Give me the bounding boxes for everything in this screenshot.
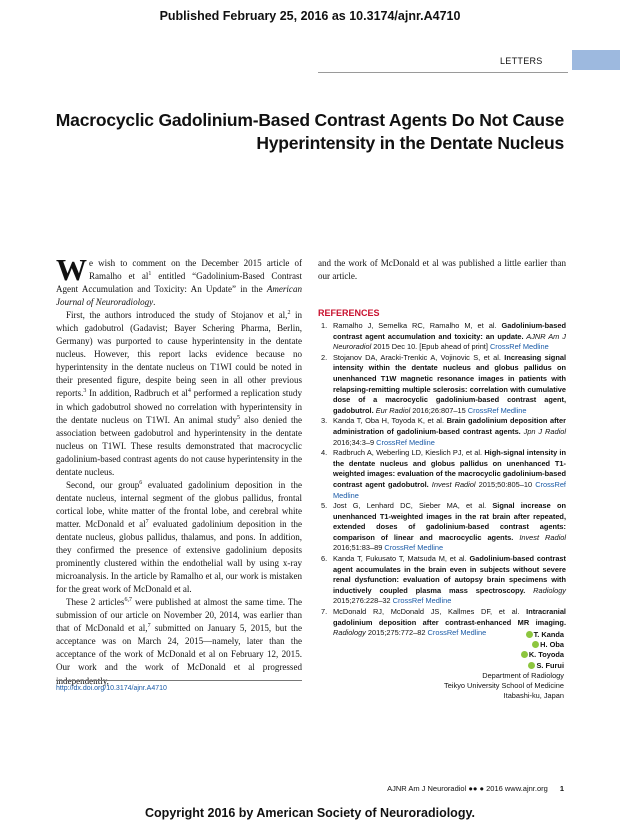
reference-title: Brain gadolinium deposition after administration of gadolinium-based contrast agents. — [333, 416, 566, 436]
reference-journal: AJNR Am J Neuroradiol — [333, 331, 566, 352]
paragraph-5: and the work of McDonald et al was published a little earlier than our article. — [318, 258, 566, 282]
author-block — [418, 630, 564, 701]
reference-item — [318, 448, 566, 501]
reference-item — [318, 501, 566, 554]
reference-item — [318, 416, 566, 448]
author-department: Department of Radiology — [482, 670, 564, 680]
title-line-1: Macrocyclic Gadolinium-Based Contrast Agents Do Not Cause — [55, 110, 564, 130]
orcid-icon[interactable] — [532, 641, 539, 648]
reference-links[interactable]: CrossRef Medline — [333, 479, 566, 500]
reference-number: 1. — [321, 321, 328, 330]
author-name: K. Toyoda — [418, 650, 564, 660]
reference-details: 2015;50:805–10 — [475, 479, 536, 489]
footer-journal: AJNR Am J Neuroradiol ●● ● 2016 www.ajnr.org — [387, 784, 548, 793]
reference-journal: Invest Radiol — [428, 479, 476, 489]
drop-cap: W — [56, 252, 87, 287]
reference-links[interactable]: CrossRef Medline — [376, 437, 435, 447]
reference-title: High-signal intensity in the dentate nucleus and globus pallidus on unenhanced T1-weighted images: evaluation of the macrocyclic gadolinium-based contrast agent gadobutrol. — [333, 448, 566, 489]
orcid-icon[interactable] — [528, 662, 535, 669]
reference-links[interactable]: CrossRef Medline — [384, 543, 444, 553]
reference-number: 6. — [321, 554, 328, 564]
orcid-icon[interactable] — [521, 651, 528, 658]
page-number: 1 — [559, 784, 564, 793]
section-color-bar — [572, 50, 620, 70]
reference-journal: Radiology — [333, 628, 366, 638]
reference-title: Intracranial gadolinium deposition after contrast-enhanced MR imaging. — [333, 607, 566, 627]
left-column — [56, 252, 302, 688]
reference-item — [318, 321, 566, 353]
author-name: S. Furui — [418, 661, 564, 671]
reference-authors: McDonald RJ, McDonald JS, Kallmes DF, et al. — [333, 607, 527, 617]
paragraph-3: Second, our group$^6$ evaluated gadolinium deposition in the dentate nucleus, internal segment of the globus pallidus, frontal cortical lobe, white matter of the frontal lobe, and cerebral white matter. McDonald et $al^7$ evaluated gadolinium deposition in the dentate nucleus, globus pallidus, thalamus, and pons. In addition, they confirmed the presence of extensive gadolinium deposits prominently clustered within the endothelial wall by using x-ray microanalysis. In the article by Ramalho et al, our work is mistaken for the great work of McDonald et al. — [56, 479, 302, 595]
reference-authors: Stojanov DA, Aracki-Trenkic A, Vojinovic S, et al. — [333, 352, 505, 362]
doi-link[interactable]: http://dx.doi.org/10.3174/ajnr.A4710 — [56, 685, 167, 692]
reference-authors: Jost G, Lenhard DC, Sieber MA, et al. — [333, 501, 493, 511]
reference-authors: Kanda T, Oba H, Toyoda K, et al. — [333, 416, 447, 426]
section-tag: LETTERS — [500, 56, 543, 66]
paragraph-2: First, the authors introduced the study of Stojanov et al,$^2$ in which gadobutrol (Gadavist; Bayer Schering Pharma, Berlin, Germany) was purported to cause hyperintensity in the dentate nucleus. However, this report lacks evidence because no hyperintensity in the dentate nucleus on T1WI could be noted in their presented figure, despite being seen in all other previous reports.$^3$ In addition, Radbruch et $al^4$ performed a replication study in which gadobutrol showed no correlation with hyperintensity in the dentate nucleus on T1WI. An animal study$^5$ also denied the association between gadobutrol and hyperintensity in the dentate nucleus on T1WI. These results demonstrated that macrocyclic gadolinium-based contrast agents do not cause hyperintensity in the dentate nucleus. — [56, 310, 302, 477]
reference-number: 2. — [321, 352, 328, 362]
paragraph-1: We wish to comment on the December 2015 article of Ramalho et $al^1$ entitled “Gadolinium-Based Contrast Agent Accumulation and Toxicity: An Update” in the American Journal of Neuroradiology. — [56, 252, 302, 308]
references-heading: REFERENCES — [318, 308, 380, 318]
reference-title: Gadolinium-based contrast agent accumulation and toxicity: an update. — [333, 321, 566, 341]
reference-links[interactable]: CrossRef Medline — [392, 596, 452, 606]
reference-journal: Jpn J Radiol — [520, 426, 566, 436]
right-column — [318, 257, 566, 283]
orcid-icon[interactable] — [526, 631, 533, 638]
author-location: Itabashi-ku, Japan — [503, 691, 564, 701]
paragraph-4: These 2 articles$^{6,7}$ were published at almost the same time. The submission of our article on November 20, 2014, was earlier than that of McDonald et al,$^7$ submitted on January 5, 2015, but the acceptance was on March 24, 2015—namely, later than the acceptance of the work of McDonald et al on February 12, 2015. Our work and the work of McDonald et al progressed — [56, 597, 302, 673]
reference-number: 4. — [321, 448, 328, 458]
article-title — [44, 109, 564, 155]
reference-list — [318, 321, 566, 639]
reference-details: 2016;34:3–9 — [333, 437, 377, 447]
footnote-rule — [56, 680, 302, 681]
reference-number: 7. — [321, 607, 328, 617]
author-name: T. Kanda — [418, 630, 564, 640]
reference-details: 2015;276:228–32 — [333, 596, 393, 606]
publication-banner: Published February 25, 2016 as 10.3174/ajnr.A4710 — [159, 9, 461, 23]
page-footer — [352, 784, 564, 793]
reference-journal: Invest Radiol — [513, 532, 566, 542]
reference-item — [318, 554, 566, 607]
reference-details: 2016;51:83–89 — [333, 543, 385, 553]
reference-title: Increasing signal intensity within the dentate nucleus and globus pallidus on unenhanced T1W magnetic resonance images in patients with relapsing-remitting multiple sclerosis: correlation with cumulative dose of a macrocyclic gadolinium-based contrast agent, gadobutrol. — [333, 352, 566, 415]
reference-authors: Radbruch A, Weberling LD, Kieslich PJ, et al. — [333, 448, 485, 458]
reference-number: 3. — [321, 416, 328, 426]
reference-item — [318, 353, 566, 417]
reference-links[interactable]: CrossRef Medline — [467, 405, 527, 415]
reference-title: Signal increase on unenhanced T1-weighted images in the rat brain after repeated, extended doses of gadolinium-based contrast agents: comparison of linear and macrocyclic agents. — [333, 501, 566, 542]
reference-links[interactable]: CrossRef Medline — [489, 342, 549, 352]
reference-details: 2015 Dec 10. [Epub ahead of print] — [371, 342, 490, 352]
reference-authors: Ramalho J, Semelka RC, Ramalho M, et al. — [333, 321, 502, 330]
author-institution: Teikyo University School of Medicine — [444, 681, 564, 691]
reference-journal: Radiology — [525, 585, 566, 595]
reference-title: Gadolinium-based contrast agent accumulates in the brain even in subjects without severe renal dysfunction: evaluation of autopsy brain specimens with inductively coupled plasma mass spectroscopy. — [333, 554, 566, 595]
author-name: H. Oba — [418, 640, 564, 650]
reference-details: 2015;275:772–82 — [365, 628, 428, 638]
reference-journal: Eur Radiol — [373, 405, 411, 415]
reference-details: 2016;26:807–15 — [410, 405, 468, 415]
reference-authors: Kanda T, Fukusato T, Matsuda M, et al. — [333, 554, 470, 564]
title-line-2: Hyperintensity in the Dentate Nucleus — [256, 133, 564, 153]
copyright-banner: Copyright 2016 by American Society of Neuroradiology. — [145, 806, 475, 820]
reference-links[interactable]: CrossRef Medline — [427, 628, 487, 638]
section-rule — [318, 72, 568, 73]
reference-number: 5. — [321, 501, 328, 511]
